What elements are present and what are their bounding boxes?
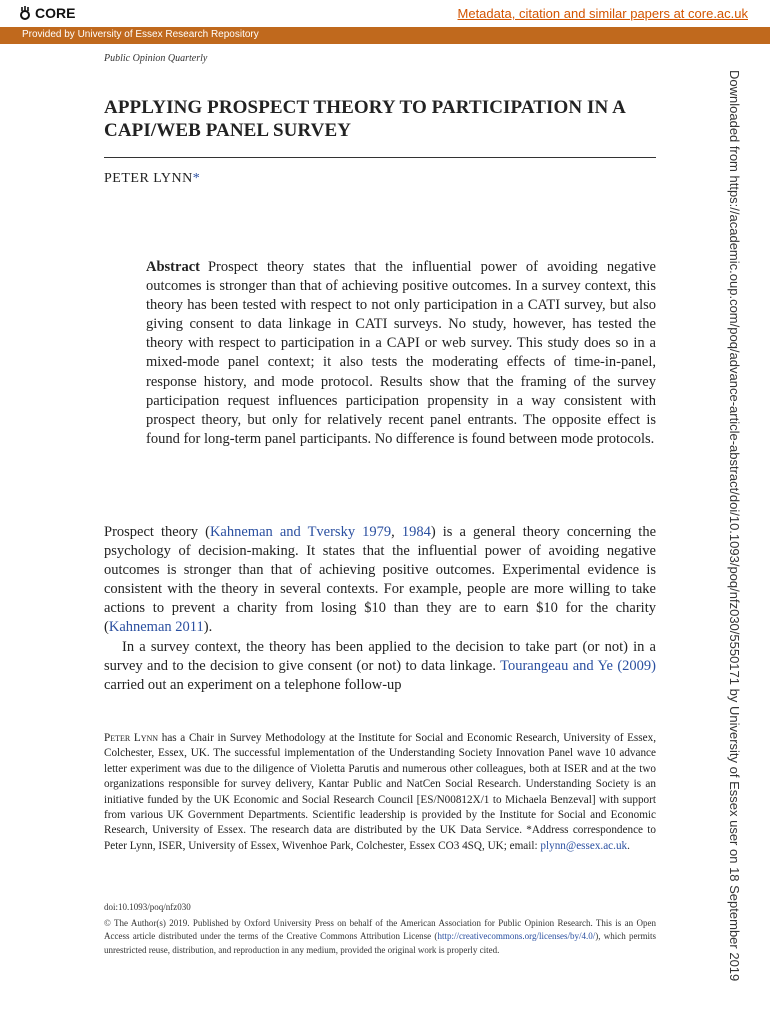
copyright-notice [104, 917, 656, 957]
core-header-bar [0, 0, 770, 27]
author-name: PETER LYNN [104, 171, 193, 186]
title-divider [104, 157, 656, 158]
article-title: APPLYING PROSPECT THEORY TO PARTICIPATION IN A CAPI/WEB PANEL SURVEY [104, 97, 625, 141]
p2-text-1: In a survey context, the theory has been applied to the decision to take part (or not) in a survey and to the decision to give consent (or not) to data linkage. [104, 638, 656, 674]
citation-kahneman-2011[interactable]: Kahneman 2011 [108, 619, 204, 636]
author-footnote [104, 731, 656, 854]
core-logo-text: CORE [35, 5, 76, 21]
footnote-author-name: Peter Lynn [104, 732, 159, 744]
download-notice-sidebar [722, 70, 746, 982]
p1-text-2: , [391, 524, 402, 540]
paragraph-1 [104, 523, 656, 638]
abstract-text: Prospect theory states that the influential power of avoiding negative outcomes is stronger than that of achieving positive outcomes. In a survey context, this theory has been tested with respect to not only participation in a CATI survey, but also giving consent to data linkage in CATI surveys. No study, however, has tested the theory with respect to participation in a CAPI or web survey. This study does so in a mixed-mode panel context; it also tests the moderating effects of time-in-panel, response history, and mode protocol. Results show that the framing of the survey participation request influences participation propensity in a way consistent with prospect theory, but only for relatively recent panel entrants. The opposite effect is found for long-term panel participants. No difference is found between mode protocols. [146, 259, 656, 447]
license-link[interactable]: http://creativecommons.org/licenses/by/4.0/ [437, 931, 596, 942]
p1-text-3: ) is a general theory concerning the psychology of decision-making. It states that the influential power of avoiding negative outcomes is stronger than that of achieving positive outcomes. Experimental evidence is consistent with the theory in several contexts. For example, people are more willing to take actions to prevent a charity from losing $10 than they are to earn $10 for the charity ( [104, 524, 657, 636]
core-metadata-link[interactable]: Metadata, citation and similar papers at core.ac.uk [457, 6, 748, 21]
abstract-label: Abstract [146, 259, 200, 275]
provided-by-text: Provided by University of Essex Research Repository [22, 29, 259, 40]
citation-1984[interactable]: 1984 [401, 524, 431, 540]
citation-kahneman-tversky-1979[interactable]: Kahneman and Tversky 1979 [209, 524, 392, 540]
journal-name: Public Opinion Quarterly [104, 53, 208, 64]
copyright-text-1: © The Author(s) 2019. Published by Oxford University Press on behalf of the American Association for Public Opinion Research. This is an Open Access article distributed under the terms of the Creative Commons Attribution License ( [104, 918, 656, 942]
paragraph-2 [104, 638, 656, 695]
p2-text-2: carried out an experiment on a telephone follow-up [104, 676, 402, 693]
footnote-email-link[interactable]: plynn@essex.ac.uk [540, 839, 628, 852]
abstract [146, 258, 656, 449]
p1-text-1: Prospect theory ( [104, 524, 210, 540]
footnote-end: . [627, 839, 630, 852]
provided-by-bar [0, 27, 770, 44]
core-logo[interactable] [18, 5, 75, 21]
body-text [104, 523, 656, 695]
author-line [104, 171, 200, 187]
footnote-text: has a Chair in Survey Methodology at the Institute for Social and Economic Research, University of Essex, Colchester, Essex, UK. The successful implementation of the Understanding Society Innovation Panel wave 10 advance letter experiment was due to the diligence of Violetta Parutis and numerous other colleagues, both at ISER and at the two organizations responsible for survey delivery, Kantar Public and NatCen Social Research. Understanding Society is an initiative funded by the UK Economic and Social Research Council [ES/N00812X/1 to Michaela Benzeval] with support from various UK Government Departments. Scientific leadership is provided by the Institute for Social and Economic Research, University of Essex. The research data are distributed by the UK Data Service. *Address correspondence to Peter Lynn, ISER, University of Essex, Wivenhoe Park, Colchester, Essex CO3 4SQ, UK; email: [104, 732, 656, 852]
copyright-text-2: ), which permits unrestricted reuse, distribution, and reproduction in any medium, provided the original work is properly cited. [104, 931, 656, 955]
p1-text-4: ). [203, 619, 213, 636]
core-logo-icon [18, 5, 32, 21]
download-notice: Downloaded from https://academic.oup.com/poq/advance-article-abstract/doi/10.1093/poq/nfz030/5550171 by University of Essex user on 18 September 2019 [727, 70, 742, 982]
author-footnote-marker[interactable]: * [192, 171, 201, 186]
citation-tourangeau-ye-2009[interactable]: Tourangeau and Ye (2009) [500, 657, 656, 674]
doi-text: doi:10.1093/poq/nfz030 [104, 902, 191, 912]
